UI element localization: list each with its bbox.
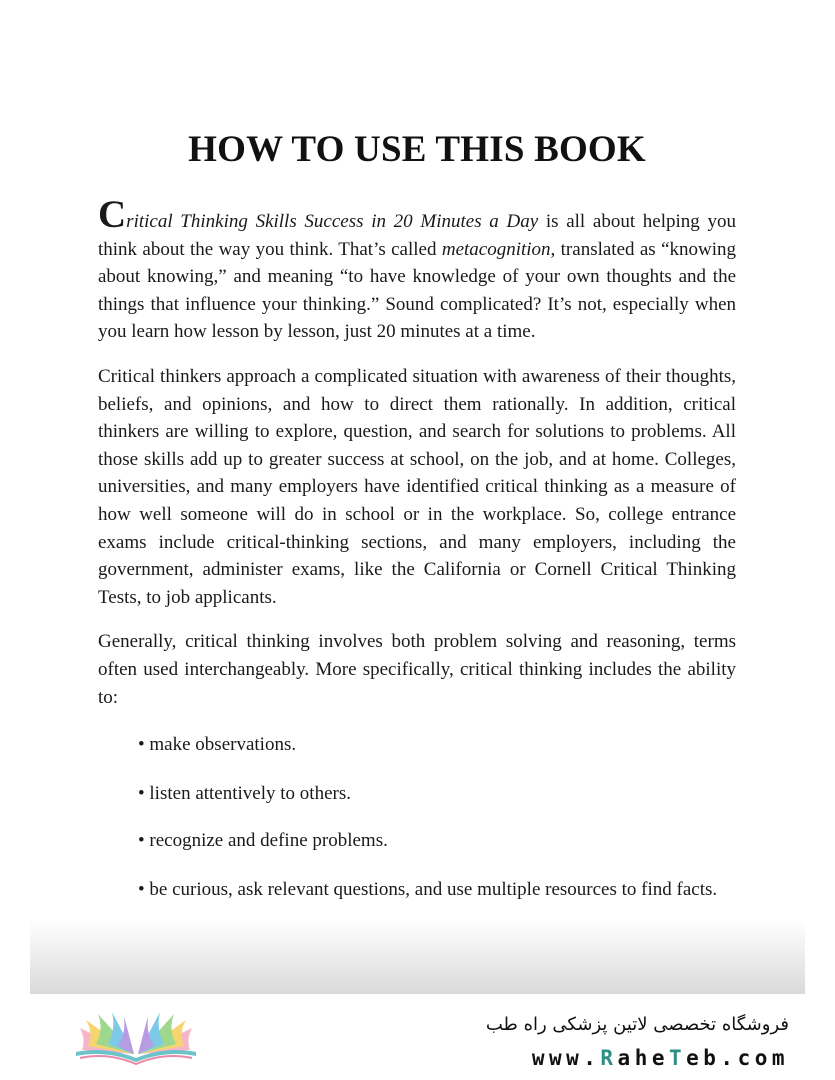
url-r: R: [600, 1046, 618, 1070]
intro-paragraph: [98, 193, 736, 346]
url-suffix: eb.com: [686, 1046, 789, 1070]
list-item: • recognize and define problems.: [138, 830, 388, 852]
shop-name: فروشگاه تخصصی لاتین پزشکی راه طب: [485, 1014, 789, 1035]
book-title: ritical Thinking Skills Success in 20 Minutes a Day: [126, 211, 539, 232]
open-book-icon: [72, 1010, 200, 1066]
metacognition-term: metacognition,: [441, 238, 556, 260]
list-item: • be curious, ask relevant questions, and use multiple resources to find facts.: [138, 878, 718, 900]
page-content: [98, 128, 736, 903]
url-mid: ahe: [617, 1046, 669, 1070]
drop-cap: C: [98, 193, 127, 236]
bottom-fade: [30, 920, 805, 994]
generally-paragraph: Generally, critical thinking involves both problem solving and reasoning, terms often used interchangeably. More specifically, critical thinking includes the ability to:: [98, 631, 736, 708]
website-url[interactable]: [532, 1046, 789, 1070]
url-t: T: [668, 1046, 687, 1070]
critical-thinkers-paragraph: Critical thinkers approach a complicated situation with awareness of their thoughts, beliefs, and opinions, and how to direct them rationally. In addition, critical thinkers are willing to explore, question, and search for solutions to problems. All those skills add up to greater success at school, on the job, and at home. Colleges, universities, and many employers have identified critical thinking as a measure of how well someone will do in school or in the workplace. So, college entrance exams include critical-thinking sections, and many employers, including the government, administer exams, like the California or Cornell Critical Thinking Tests, to job applicants.: [98, 365, 736, 608]
url-prefix: www.: [531, 1046, 601, 1070]
intro-text-b: translated as “knowing about knowing,” and meaning “to have knowledge of your own thoughts and the things that influence your thinking.” Sound complicated? It’s not, especially when you learn how lesson by lesson, just 20 minutes at a time.: [98, 238, 736, 343]
list-item: • listen attentively to others.: [138, 782, 351, 804]
page-title: HOW TO USE THIS BOOK: [188, 129, 646, 170]
abilities-list: [98, 731, 736, 903]
intro-text-a: is all about helping you think about the way you think. That’s called: [98, 211, 736, 260]
list-item: • make observations.: [138, 734, 297, 756]
